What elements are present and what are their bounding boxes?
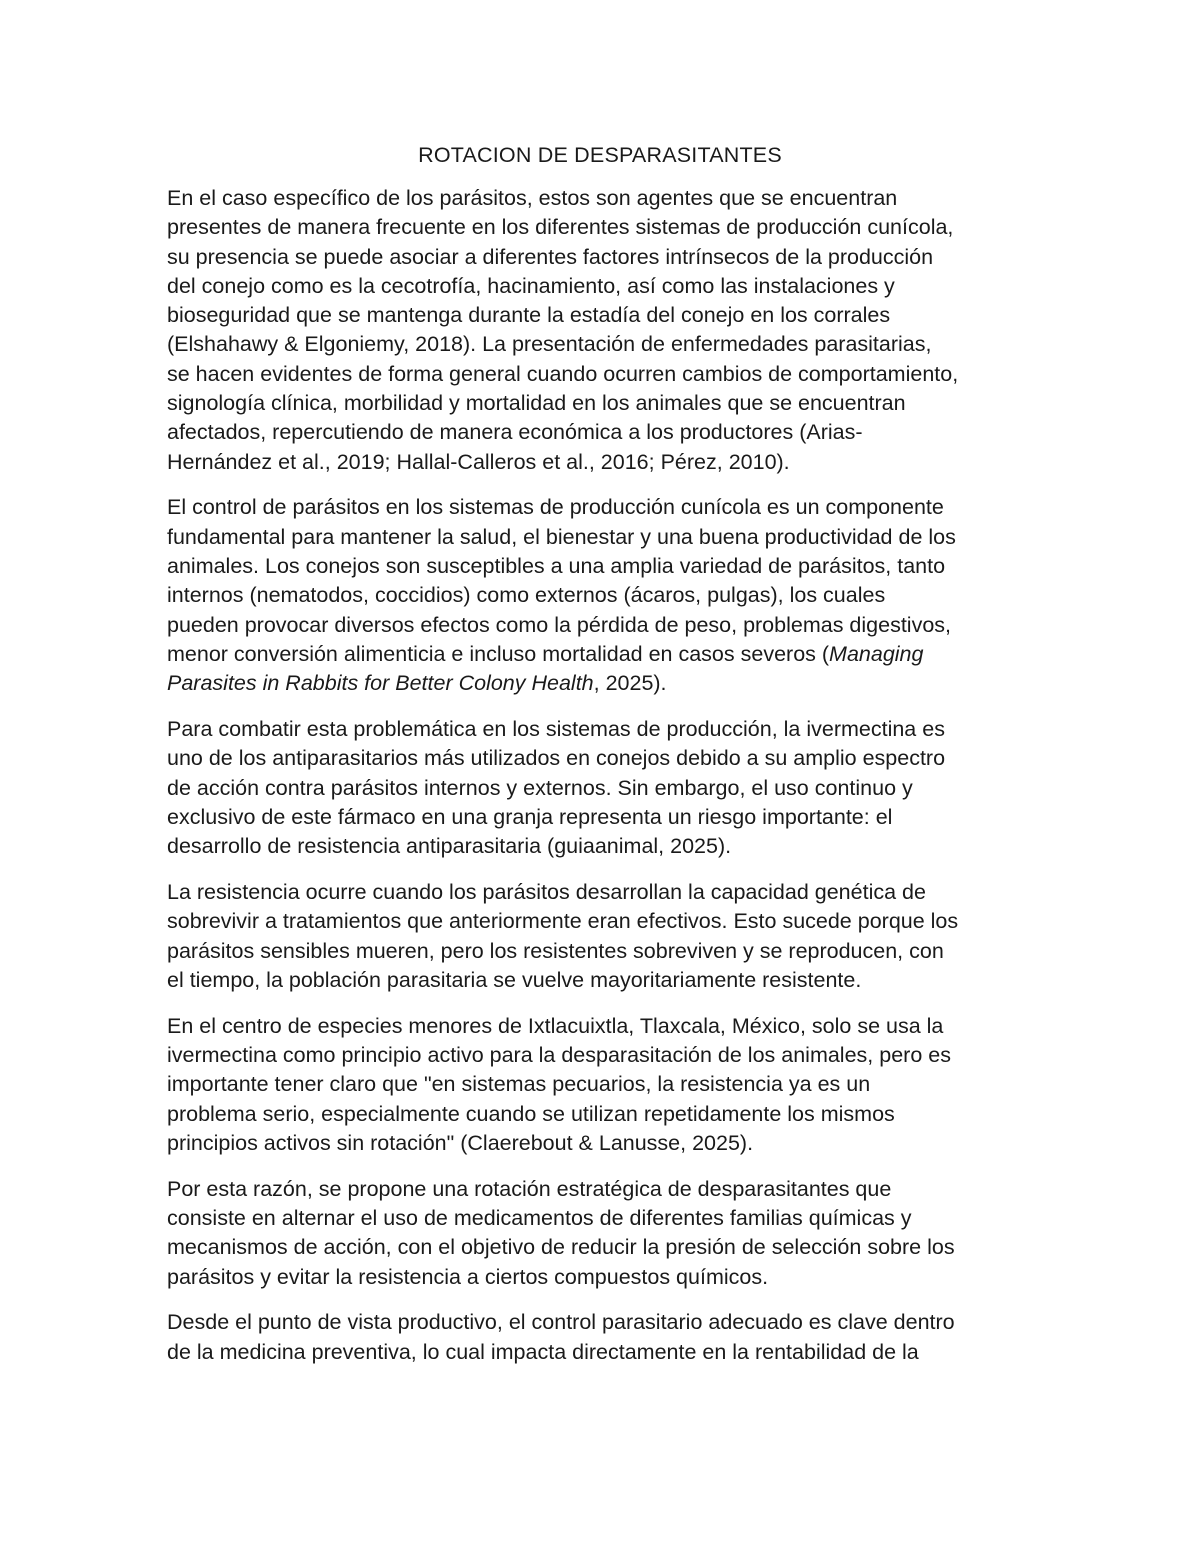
paragraph-6 bbox=[167, 1175, 1039, 1292]
text-line: parásitos sensibles mueren, pero los resistentes sobreviven y se reproducen, con bbox=[167, 938, 944, 963]
citation-title: Parasites in Rabbits for Better Colony Health bbox=[167, 671, 594, 696]
text-line: de la medicina preventiva, lo cual impacta directamente en la rentabilidad de la bbox=[167, 1339, 919, 1364]
text-line bbox=[167, 640, 1039, 669]
text-line: animales. Los conejos son susceptibles a una amplia variedad de parásitos, tanto bbox=[167, 554, 946, 579]
paragraph-7 bbox=[167, 1308, 1039, 1367]
text-line: se hacen evidentes de forma general cuando ocurren cambios de comportamiento, bbox=[167, 361, 959, 386]
paragraph-5 bbox=[167, 1012, 1039, 1158]
text-segment: menor conversión alimenticia e incluso mortalidad en casos severos ( bbox=[167, 641, 830, 666]
text-line: presentes de manera frecuente en los diferentes sistemas de producción cunícola, bbox=[167, 215, 954, 240]
paragraph-3 bbox=[167, 715, 1039, 861]
text-line: del conejo como es la cecotrofía, hacinamiento, así como las instalaciones y bbox=[167, 273, 895, 298]
text-line: exclusivo de este fármaco en una granja representa un riesgo importante: el bbox=[167, 804, 893, 829]
text-line: En el centro de especies menores de Ixtlacuixtla, Tlaxcala, México, solo se usa la bbox=[167, 1013, 944, 1038]
text-line: bioseguridad que se mantenga durante la estadía del conejo en los corrales bbox=[167, 303, 891, 328]
text-line: el tiempo, la población parasitaria se vuelve mayoritariamente resistente. bbox=[167, 967, 862, 992]
document-body bbox=[167, 184, 1039, 1383]
text-line: (Elshahawy & Elgoniemy, 2018). La presentación de enfermedades parasitarias, bbox=[167, 332, 932, 357]
document-title: ROTACION DE DESPARASITANTES bbox=[418, 143, 782, 167]
text-line: de acción contra parásitos internos y externos. Sin embargo, el uso continuo y bbox=[167, 775, 913, 800]
text-line bbox=[167, 669, 1039, 698]
text-line: problema serio, especialmente cuando se utilizan repetidamente los mismos bbox=[167, 1101, 895, 1126]
citation-title: Managing bbox=[829, 641, 924, 666]
text-line: parásitos y evitar la resistencia a ciertos compuestos químicos. bbox=[167, 1264, 769, 1289]
text-line: importante tener claro que "en sistemas pecuarios, la resistencia ya es un bbox=[167, 1072, 871, 1097]
text-line: afectados, repercutiendo de manera económica a los productores (Arias- bbox=[167, 420, 863, 445]
text-line: mecanismos de acción, con el objetivo de reducir la presión de selección sobre los bbox=[167, 1235, 955, 1260]
text-line: signología clínica, morbilidad y mortalidad en los animales que se encuentran bbox=[167, 391, 906, 416]
text-line: Para combatir esta problemática en los sistemas de producción, la ivermectina es bbox=[167, 717, 945, 742]
text-line: su presencia se puede asociar a diferentes factores intrínsecos de la producción bbox=[167, 244, 934, 269]
text-line: Por esta razón, se propone una rotación estratégica de desparasitantes que bbox=[167, 1176, 892, 1201]
paragraph-1 bbox=[167, 184, 1039, 477]
text-line: El control de parásitos en los sistemas de producción cunícola es un componente bbox=[167, 495, 944, 520]
paragraph-4 bbox=[167, 878, 1039, 995]
text-line: pueden provocar diversos efectos como la pérdida de peso, problemas digestivos, bbox=[167, 612, 952, 637]
text-line: principios activos sin rotación" (Claerebout & Lanusse, 2025). bbox=[167, 1130, 754, 1155]
text-line: ivermectina como principio activo para la desparasitación de los animales, pero es bbox=[167, 1043, 951, 1068]
paragraph-2 bbox=[167, 493, 1039, 698]
text-line: consiste en alternar el uso de medicamentos de diferentes familias químicas y bbox=[167, 1206, 912, 1230]
text-line: sobrevivir a tratamientos que anteriormente eran efectivos. Esto sucede porque los bbox=[167, 909, 959, 934]
text-line: internos (nematodos, coccidios) como externos (ácaros, pulgas), los cuales bbox=[167, 583, 886, 608]
text-line: desarrollo de resistencia antiparasitaria (guiaanimal, 2025). bbox=[167, 834, 732, 859]
text-line: Hernández et al., 2019; Hallal-Calleros et al., 2016; Pérez, 2010). bbox=[167, 449, 790, 474]
text-line: uno de los antiparasitarios más utilizados en conejos debido a su amplio espectro bbox=[167, 746, 946, 771]
text-segment: , 2025). bbox=[593, 671, 667, 696]
text-line: fundamental para mantener la salud, el bienestar y una buena productividad de los bbox=[167, 524, 956, 549]
text-line: En el caso específico de los parásitos, estos son agentes que se encuentran bbox=[167, 186, 898, 210]
text-line: Desde el punto de vista productivo, el control parasitario adecuado es clave dentro bbox=[167, 1310, 955, 1335]
text-line: La resistencia ocurre cuando los parásitos desarrollan la capacidad genética de bbox=[167, 880, 926, 905]
